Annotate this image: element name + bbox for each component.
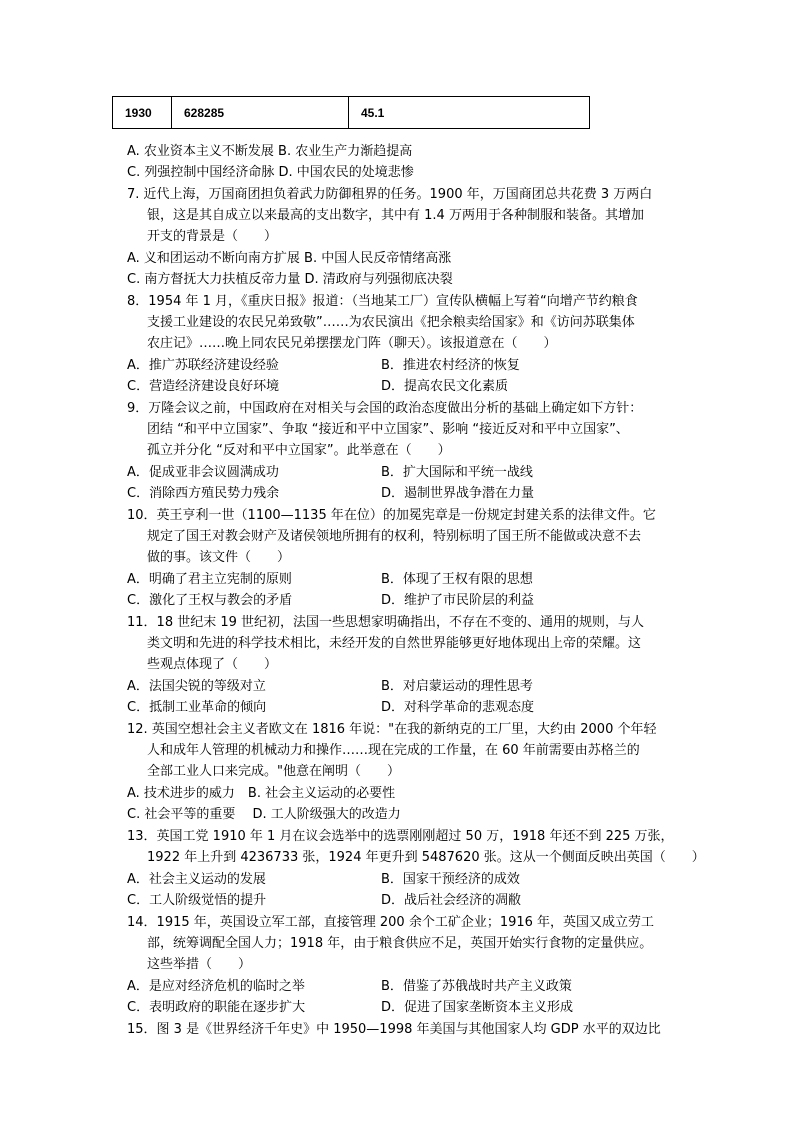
text-line: 10．英王亨利一世（1100—1135 年在位）的加冕宪章是一份规定封建关系的法律文件。它 (127, 508, 656, 523)
text-line: C．营造经济建设良好环境 (127, 379, 280, 394)
option-right: B．扩大国际和平统一战线 (381, 465, 533, 480)
data-table (112, 96, 590, 129)
option-right: D．对科学革命的悲观态度 (381, 700, 535, 715)
text-line: A．推广苏联经济建设经验 (127, 358, 279, 373)
text-line: A. 技术进步的威力 B. 社会主义运动的必要性 (127, 786, 396, 801)
option-right: B．国家干预经济的成效 (381, 872, 520, 887)
option-right: D．提高农民文化素质 (381, 379, 509, 394)
text-line: C．消除西方殖民势力残余 (127, 486, 280, 501)
text-line: 农庄记》……晚上同农民兄弟摆摆龙门阵（聊天）。该报道意在（ ） (147, 336, 557, 351)
text-line: 做的事。该文件（ ） (147, 550, 291, 565)
table-cell-year: 1930 (113, 97, 172, 129)
text-line: 银，这是其自成立以来最高的支出数字，其中有 1.4 万两用于各种制服和装备。其增加 (147, 208, 644, 223)
text-line: 类文明和先进的科学技术相比，未经开发的自然世界能够更好地体现出上帝的荣耀。这 (147, 636, 642, 651)
table-cell-count: 628285 (172, 97, 349, 129)
text-line: 部，统筹调配全国人力；1918 年，由于粮食供应不足，英国开始实行食物的定量供应。 (147, 936, 653, 951)
text-line: C．激化了王权与教会的矛盾 (127, 593, 293, 608)
text-line: C．工人阶级觉悟的提升 (127, 893, 267, 908)
text-line: 12. 英国空想社会主义者欧文在 1816 年说："在我的新纳克的工厂里，大约由 2000 个年轻 (127, 722, 657, 737)
text-line: C. 列强控制中国经济命脉 D. 中国农民的处境悲惨 (127, 165, 414, 180)
text-line: 些观点体现了（ ） (147, 657, 278, 672)
text-line: A．促成亚非会议圆满成功 (127, 465, 279, 480)
text-line: 全部工业人口来完成。"他意在阐明（ ） (147, 764, 400, 779)
text-line: 这些举措（ ） (147, 957, 252, 972)
text-line: A. 义和团运动不断向南方扩展 B. 中国人民反帝情绪高涨 (127, 251, 452, 266)
table-cell-percent: 45.1 (349, 97, 590, 129)
option-right: B．体现了王权有限的思想 (381, 572, 533, 587)
text-line: 11．18 世纪末 19 世纪初，法国一些思想家明确指出，不存在不变的、通用的规则，与人 (127, 615, 645, 630)
option-right: B．借鉴了苏俄战时共产主义政策 (381, 979, 572, 994)
text-line: 8．1954 年 1 月，《重庆日报》报道：（当地某工厂）宣传队横幅上写着“向增产节约粮食 (127, 294, 638, 309)
text-line: 人和成年人管理的机械动力和操作……现在完成的工作量，在 60 年前需要由苏格兰的 (147, 743, 640, 758)
text-line: A. 农业资本主义不断发展 B. 农业生产力渐趋提高 (127, 144, 413, 159)
text-line: 14．1915 年，英国设立军工部，直接管理 200 余个工矿企业；1916 年，英国又成立劳工 (127, 915, 655, 930)
option-right: D．遏制世界战争潜在力量 (381, 486, 535, 501)
text-line: 团结 “和平中立国家”、争取 “接近和平中立国家”、影响 “接近反对和平中立国家”、 (147, 422, 629, 437)
text-line: 支援工业建设的农民兄弟致敬”……为农民演出《把余粮卖给国家》和《访问苏联集体 (147, 315, 635, 330)
text-line: 15．图 3 是《世界经济千年史》中 1950—1998 年美国与其他国家人均 GDP 水平的双边比 (127, 1022, 661, 1037)
text-line: C．抵制工业革命的倾向 (127, 700, 267, 715)
option-right: D．维护了市民阶层的利益 (381, 593, 535, 608)
text-line: C．表明政府的职能在逐步扩大 (127, 1000, 306, 1015)
option-right: D．促进了国家垄断资本主义形成 (381, 1000, 574, 1015)
text-line: 7. 近代上海，万国商团担负着武力防御租界的任务。1900 年，万国商团总共花费 3 万两白 (127, 187, 653, 202)
text-line: 开支的背景是（ ） (147, 229, 278, 244)
text-line: A．法国尖锐的等级对立 (127, 679, 266, 694)
text-line: 9．万隆会议之前，中国政府在对相关与会国的政治态度做出分析的基础上确定如下方针： (127, 401, 643, 416)
table-row (113, 97, 590, 129)
text-line: 1922 年上升到 4236733 张，1924 年更升到 5487620 张。这从一个侧面反映出英国（ ） (147, 850, 705, 865)
text-line: 规定了国王对教会财产及诸侯领地所拥有的权利，特别标明了国王所不能做或决意不去 (147, 529, 642, 544)
text-line: 孤立并分化 “反对和平中立国家”。此举意在（ ） (147, 443, 451, 458)
text-line: 13．英国工党 1910 年 1 月在议会选举中的选票刚刚超过 50 万，1918 年还不到 225 万张， (127, 829, 674, 844)
option-right: B．对启蒙运动的理性思考 (381, 679, 533, 694)
text-line: A．社会主义运动的发展 (127, 872, 266, 887)
text-line: A．明确了君主立宪制的原则 (127, 572, 292, 587)
text-line: C. 社会平等的重要 D. 工人阶级强大的改造力 (127, 807, 401, 822)
option-right: D．战后社会经济的凋敝 (381, 893, 522, 908)
option-right: B．推进农村经济的恢复 (381, 358, 520, 373)
text-line: C. 南方督抚大力扶植反帝力量 D. 清政府与列强彻底决裂 (127, 272, 453, 287)
text-line: A．是应对经济危机的临时之举 (127, 979, 305, 994)
